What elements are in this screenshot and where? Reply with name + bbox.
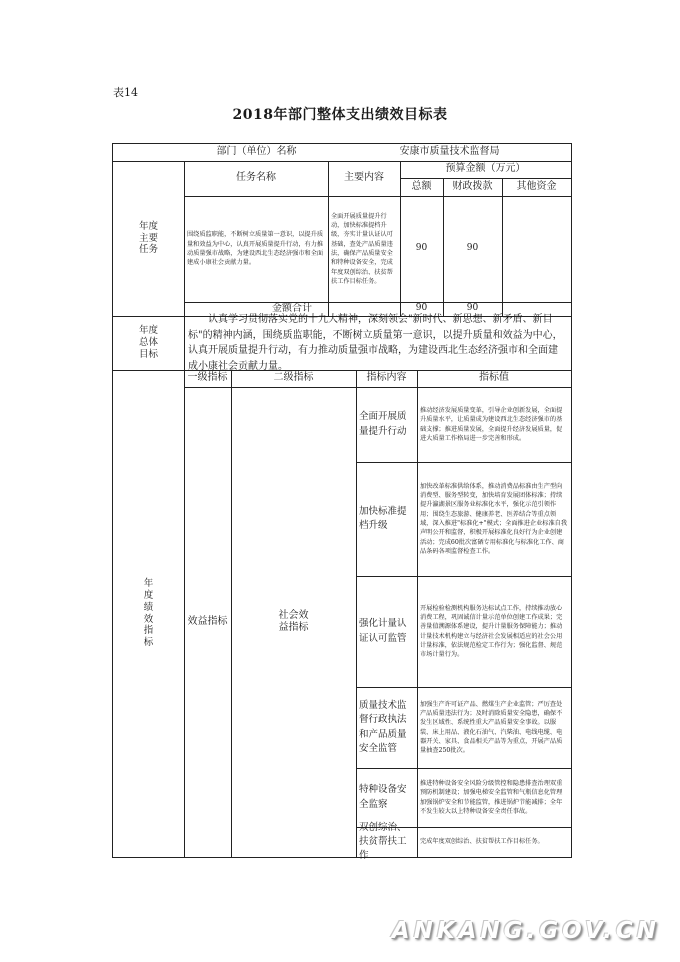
overall-goal-label — [113, 316, 184, 370]
document-title: 2018年部门整体支出绩效目标表 — [232, 107, 448, 123]
performance-label-char4: 效 — [143, 613, 154, 625]
annual-tasks-label — [113, 161, 184, 316]
dept-name-label: 部门（单位）名称 — [216, 146, 297, 158]
indicator-value-4: 加强生产许可证产品、燃煤生产企业监管；严厉查处产品质量违法行为；及时消除质量安全隐患，确保不发生区域性、系统性重大产品质量安全事故。以服装、床上用品、液化石油气、汽柴油、电线电缆、电器开关、家具、食品相关产品等为重点，开展产品质量抽查250批次。 — [420, 700, 563, 755]
fiscal-header: 财政拨款 — [452, 180, 493, 192]
fiscal-cell: 90 — [466, 243, 479, 254]
indicator-value-1: 推动经济发展质量变革，引导企业创新发展，全面提升质量水平，让质量成为建设西北生态经济强市的基础支撑；推进质量发展，全面提升经济发展质量，促进大质量工作格局进一步完善和形成。 — [420, 406, 563, 442]
budget-header: 预算金额（万元） — [445, 163, 526, 175]
indicator-content-1: 全面开展质量提升行动 — [359, 411, 407, 437]
site-watermark: ANKANG.GOV.CN — [391, 918, 660, 944]
indicator-value-3: 开展检验检测机构服务达标试点工作，持续推动放心消费工程，巩固诚信计量示范单位创建工作成果；完善量值溯源体系建设，提升计量服务保障能力；推动计量技术机构建立与经济社会发展相适应的社会公用计量标准，依法规范检定工作行为；强化监督、规范市场计量行为。 — [420, 604, 563, 659]
main-content-header: 主要内容 — [344, 172, 384, 184]
sum-total: 90 — [415, 303, 428, 314]
overall-goal-text: 认真学习贯彻落实党的十九大精神，深刻领会"新时代、新思想、新矛盾、新目标"的精神内涵，围绕质监职能，不断树立质量第一意识，以提升质量和效益为中心，认真开展质量提升行动，有力推动质量强市战略，为建设西北生态经济强市和全面建成小康社会贡献力量。 — [188, 314, 563, 372]
task-name-header: 任务名称 — [236, 172, 276, 184]
annual-tasks-label-line3: 任务 — [138, 244, 158, 256]
sum-label: 金额合计 — [272, 302, 312, 314]
indicator-content-3: 强化计量认证认可监管 — [359, 618, 407, 644]
main-content-cell: 全面开展质量提升行动，加快标准提档升级，夯实计量认证认可基础，查处产品质量违法，确保产品质量安全和特种设备安全，完成年度双创综治、扶贫帮扶工作目标任务。 — [331, 212, 393, 285]
indicator-content-6: 双创综治、扶贫帮扶工作 — [359, 821, 407, 862]
sum-fiscal: 90 — [466, 303, 479, 314]
level2-header: 二级指标 — [273, 372, 314, 384]
dept-name-value: 安康市质量技术监督局 — [399, 146, 500, 158]
performance-target-table — [112, 143, 572, 862]
level1-cell: 效益指标 — [187, 615, 228, 627]
overall-goal-label-line3: 目标 — [138, 348, 158, 360]
level1-header: 一级指标 — [187, 372, 228, 384]
performance-label-char6: 标 — [143, 637, 154, 649]
indicator-value-2: 加快改革标准供给体系，推动消费品标准由生产型向消费型、服务型转变，加快培育发展团体标准；持续提升瀛湖景区服务业标准化水平，强化示范引领作用；围绕生态旅游、健康养老、医养结合等重点领域，深入推进"标准化+"模式；全面推进企业标准自我声明公开和监督，积极开展标准化良好行为企业创建活动；完成60批次富硒专用标准化与标准化工作、商品条码各项监督检查工作。 — [420, 482, 568, 555]
indicator-value-header: 指标值 — [479, 372, 509, 384]
annual-tasks-label-line2: 主要 — [138, 232, 158, 244]
indicator-value-5: 推进特种设备安全风险分级管控和隐患排查治理双重预防机制建设；加强电梯安全监管和气瓶信息化管理加强锅炉安全和节能监管，推进锅炉节能减排；全年不发生较大以上特种设备安全责任事故。 — [420, 779, 563, 815]
overall-goal-label-line1: 年度 — [138, 325, 158, 337]
indicator-content-5: 特种设备安全监察 — [359, 784, 407, 810]
indicator-content-4: 质量技术监督行政执法和产品质量安全监管 — [359, 700, 407, 754]
total-cell: 90 — [415, 243, 428, 254]
total-header: 总额 — [411, 180, 432, 192]
other-funds-header: 其他资金 — [516, 180, 557, 192]
performance-label-char2: 度 — [143, 589, 154, 601]
performance-label — [113, 370, 184, 857]
indicator-content-2: 加快标准提档升级 — [359, 505, 407, 531]
overall-goal-label-line2: 总体 — [138, 337, 158, 349]
task-name-cell: 围绕质监职能，不断树立质量第一意识，以提升质量和效益为中心，认真开展质量提升行动，有力推动质量强市战略，为建设西北生态经济强市和全面建成小康社会贡献力量。 — [187, 231, 324, 267]
indicator-content-header: 指标内容 — [366, 372, 407, 384]
performance-label-char3: 绩 — [143, 601, 154, 613]
indicator-value-6: 完成年度双创综治、扶贫帮扶工作目标任务。 — [420, 838, 544, 846]
annual-tasks-label-line1: 年度 — [138, 220, 158, 232]
level2-cell: 社会效益指标 — [278, 609, 309, 633]
table-number-label: 表14 — [113, 86, 138, 99]
performance-label-char5: 指 — [143, 625, 154, 637]
performance-label-char1: 年 — [143, 577, 154, 589]
other-funds-cell — [502, 196, 571, 302]
